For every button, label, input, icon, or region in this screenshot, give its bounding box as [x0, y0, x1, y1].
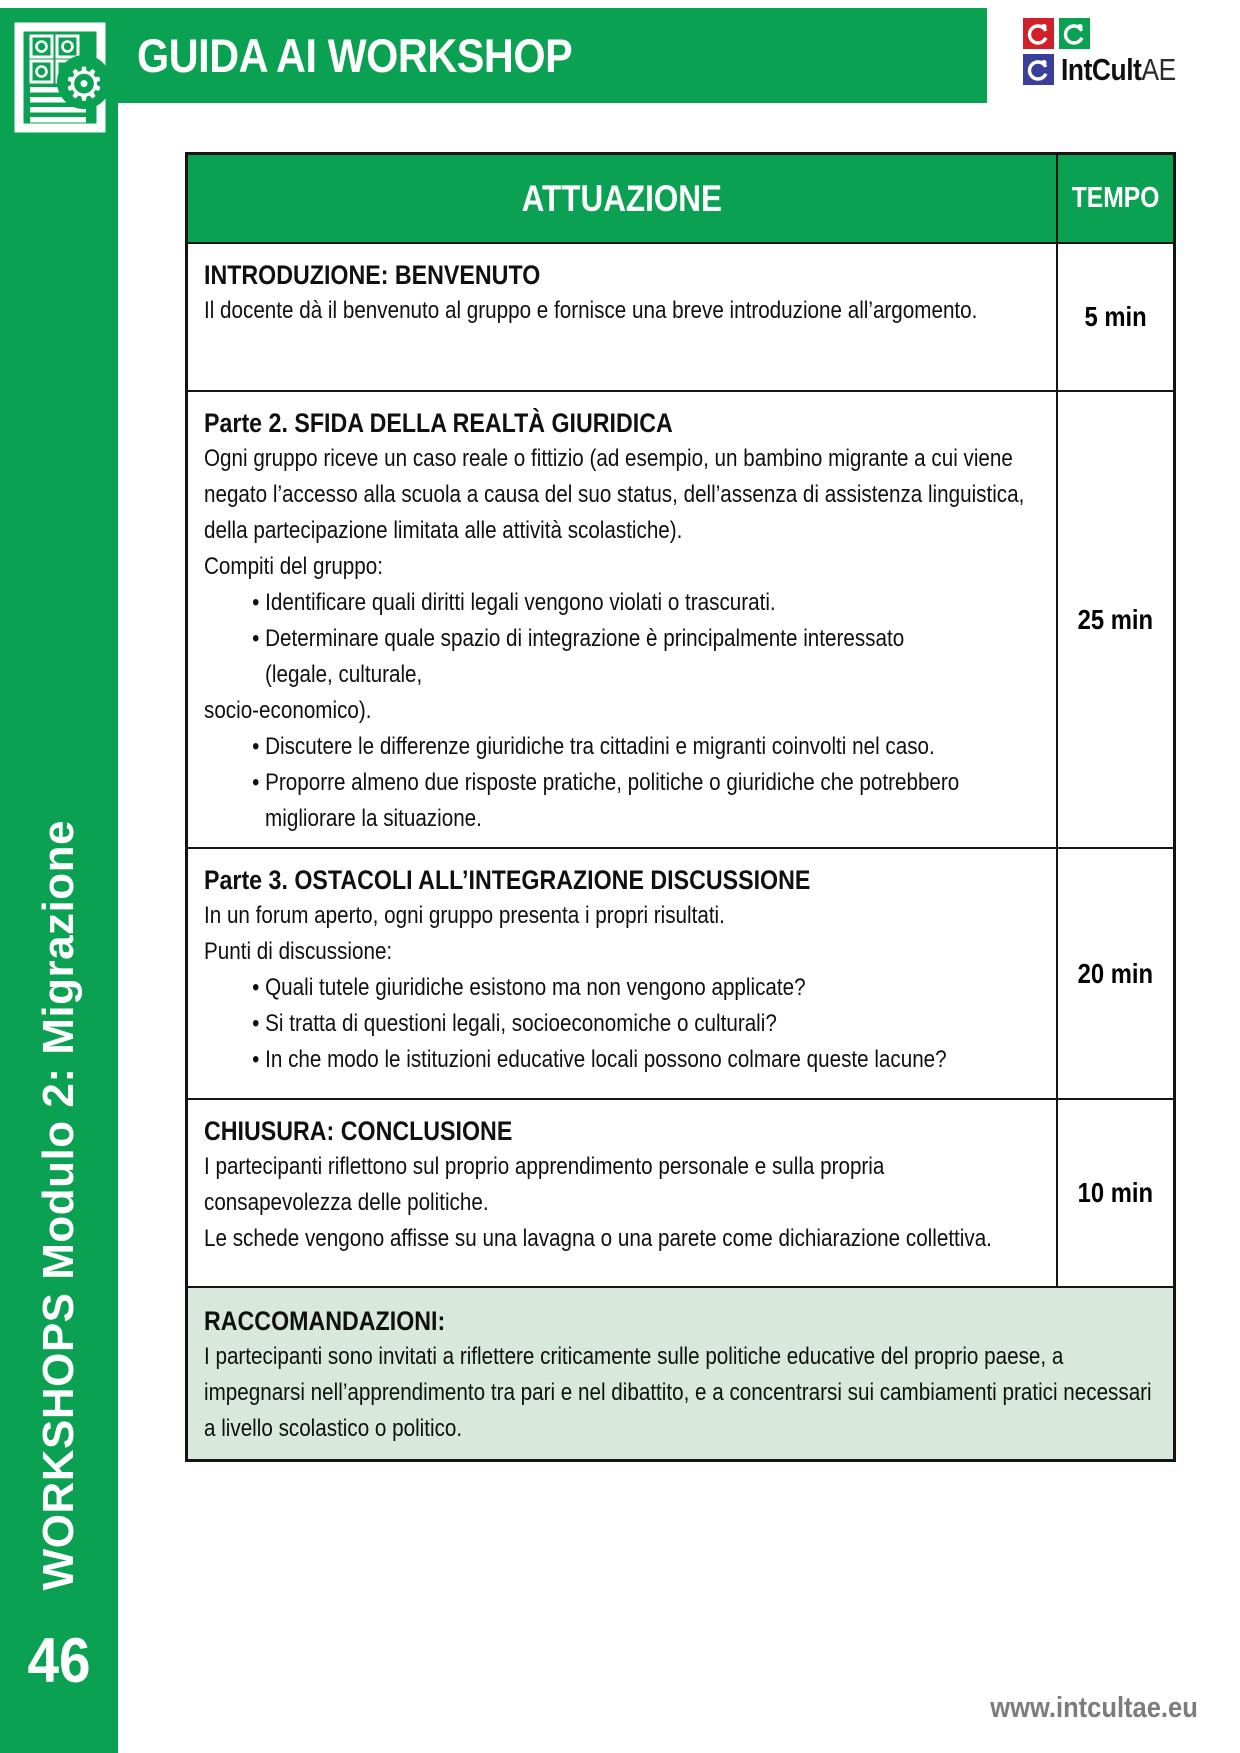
column-header-tempo: TEMPO: [1071, 182, 1160, 214]
recommendations-row: [188, 1286, 1173, 1459]
row-heading: INTRODUZIONE: BENVENUTO: [204, 260, 541, 290]
logo-square-green: [1059, 18, 1090, 49]
table-row: [188, 390, 1173, 847]
sidebar-label-wrap: [0, 820, 118, 1590]
logo-text: [1061, 54, 1176, 86]
logo-text-light: AE: [1141, 52, 1176, 87]
page-title: GUIDA AI WORKSHOP: [137, 29, 573, 82]
face-icon: [1059, 18, 1090, 49]
table-row: [188, 847, 1173, 1098]
row-line: socio-economico).: [204, 697, 372, 724]
column-header-attuazione: ATTUAZIONE: [188, 155, 1058, 242]
row-line: • Identificare quali diritti legali vengono violati o trascurati.: [252, 589, 776, 616]
row-line: • Discutere le differenze giuridiche tra cittadini e migranti coinvolti nel caso.: [252, 733, 935, 760]
row-heading: Parte 3. OSTACOLI ALL’INTEGRAZIONE DISCUSSIONE: [204, 865, 811, 895]
recommendations-body: I partecipanti sono invitati a riflettere criticamente sulle politiche educative del proprio paese, a impegnarsi nell’apprendimento tra pari e nel dibattito, e a concentrarsi sui cambiamenti pratici necessari a livello scolastico o politico.: [204, 1343, 1152, 1442]
row-line: (legale, culturale,: [265, 661, 423, 688]
face-icon: [1023, 54, 1054, 85]
row-line: • In che modo le istituzioni educative locali possono colmare queste lacune?: [252, 1046, 947, 1073]
row-line: • Si tratta di questioni legali, socioeconomiche o culturali?: [252, 1010, 777, 1037]
recommendations-heading: RACCOMANDAZIONI:: [204, 1306, 446, 1336]
footer-url: www.intcultae.eu: [990, 1692, 1198, 1724]
row-time: 5 min: [1084, 301, 1147, 332]
row-time: 20 min: [1077, 957, 1154, 989]
row-line: I partecipanti riflettono sul proprio apprendimento personale e sulla propria consapevolezza delle politiche.: [204, 1153, 885, 1216]
row-line: Compiti del gruppo:: [204, 553, 383, 580]
table-row: [188, 1098, 1173, 1286]
logo-square-red: [1023, 18, 1054, 49]
intcultae-logo: [1023, 18, 1223, 90]
sidebar-label: WORKSHOPS Modulo 2: Migrazione: [34, 819, 83, 1590]
face-icon: [1023, 18, 1054, 49]
logo-square-blue: [1023, 54, 1054, 85]
row-line: Punti di discussione:: [204, 938, 393, 965]
table-header-row: [188, 155, 1173, 242]
table-row: [188, 242, 1173, 390]
logo-text-bold: IntCult: [1061, 52, 1142, 87]
row-time: 10 min: [1077, 1177, 1154, 1208]
row-line: In un forum aperto, ogni gruppo presenta i propri risultati.: [204, 902, 725, 929]
svg-text:⚙: ⚙: [63, 57, 105, 111]
row-line: Il docente dà il benvenuto al gruppo e fornisce una breve introduzione all’argomento.: [204, 297, 978, 324]
row-line: • Proporre almeno due risposte pratiche, politiche o giuridiche che potrebbero migliorare la situazione.: [252, 769, 960, 832]
attuazione-table: [185, 152, 1176, 1462]
row-heading: CHIUSURA: CONCLUSIONE: [204, 1116, 513, 1146]
row-time: 25 min: [1077, 603, 1154, 635]
page-number: 46: [27, 1626, 91, 1696]
row-line: Le schede vengono affisse su una lavagna o una parete come dichiarazione collettiva.: [204, 1225, 992, 1252]
row-heading: Parte 2. SFIDA DELLA REALTÀ GIURIDICA: [204, 408, 673, 438]
row-line: • Determinare quale spazio di integrazione è principalmente interessato: [252, 625, 905, 652]
row-line: • Quali tutele giuridiche esistono ma non vengono applicate?: [252, 974, 806, 1001]
document-gear-icon: [14, 22, 114, 139]
row-line: Ogni gruppo riceve un caso reale o fittizio (ad esempio, un bambino migrante a cui viene negato l’accesso alla scuola a causa del suo status, dell’assenza di assistenza linguistica, della partecipazione limitata alle attività scolastiche).: [204, 445, 1025, 544]
